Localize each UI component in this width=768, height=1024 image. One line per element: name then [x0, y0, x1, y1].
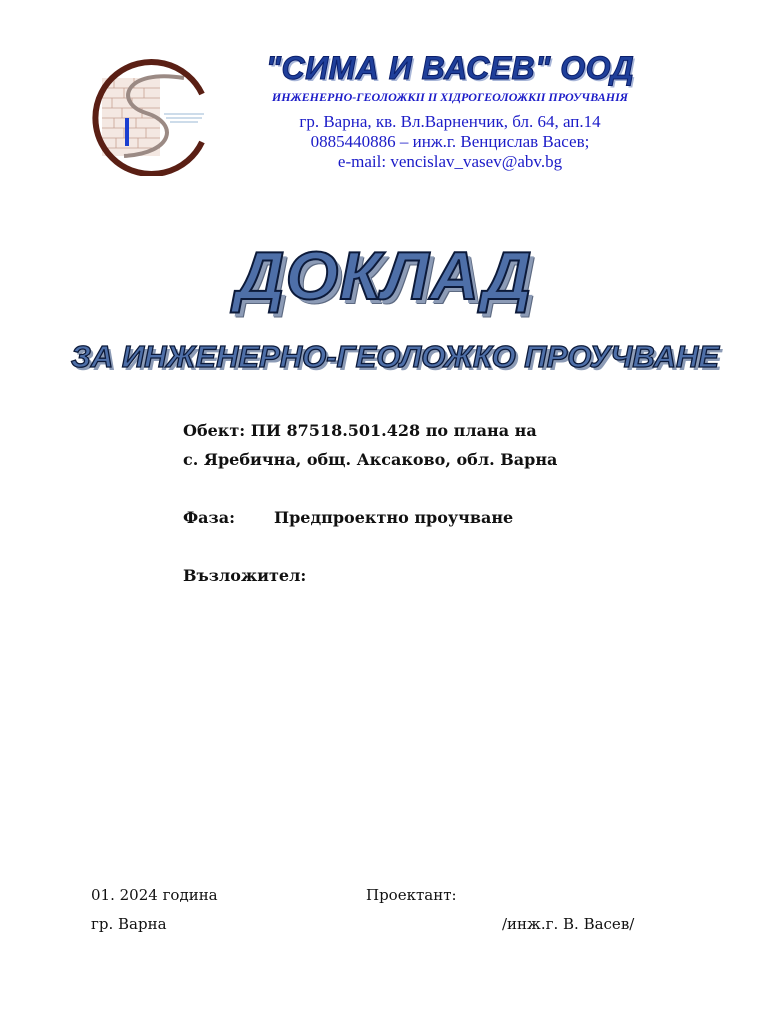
logo-water-lines: [164, 114, 204, 122]
report-date: 01. 2024 година: [91, 886, 218, 904]
phase-label: Фаза:: [183, 508, 236, 527]
designer-name: /инж.г. В. Васев/: [502, 915, 635, 933]
report-city: гр. Варна: [91, 915, 167, 933]
company-address: гр. Варна, кв. Вл.Варненчик, бл. 64, ап.14: [299, 112, 601, 131]
company-subtitle: ИНЖЕНЕРНО-ГЕОЛОЖКІІ ІІ ХІДРОГЕОЛОЖКІІ ПРОУЧВАНІЯ: [271, 90, 629, 104]
object-line-1: Обект: ПИ 87518.501.428 по плана на: [183, 421, 537, 440]
designer-label: Проектант:: [366, 886, 457, 904]
company-logo: [84, 58, 212, 176]
report-title: ДОКЛАД: [235, 238, 533, 314]
company-name: "СИМА И ВАСЕВ" ООД: [265, 50, 635, 86]
company-phone: 0885440886 – инж.г. Венцислав Васев;: [310, 132, 590, 151]
client-label: Възложител:: [183, 566, 307, 585]
phase-value: Предпроектно проучване: [274, 508, 514, 527]
object-line-2: с. Яребична, общ. Аксаково, обл. Варна: [183, 450, 558, 469]
phase-row: [183, 508, 513, 528]
company-email[interactable]: e-mail: vencislav_vasev@abv.bg: [337, 152, 563, 171]
report-subtitle: ЗА ИНЖЕНЕРНО-ГЕОЛОЖКО ПРОУЧВАНЕ: [70, 339, 720, 374]
